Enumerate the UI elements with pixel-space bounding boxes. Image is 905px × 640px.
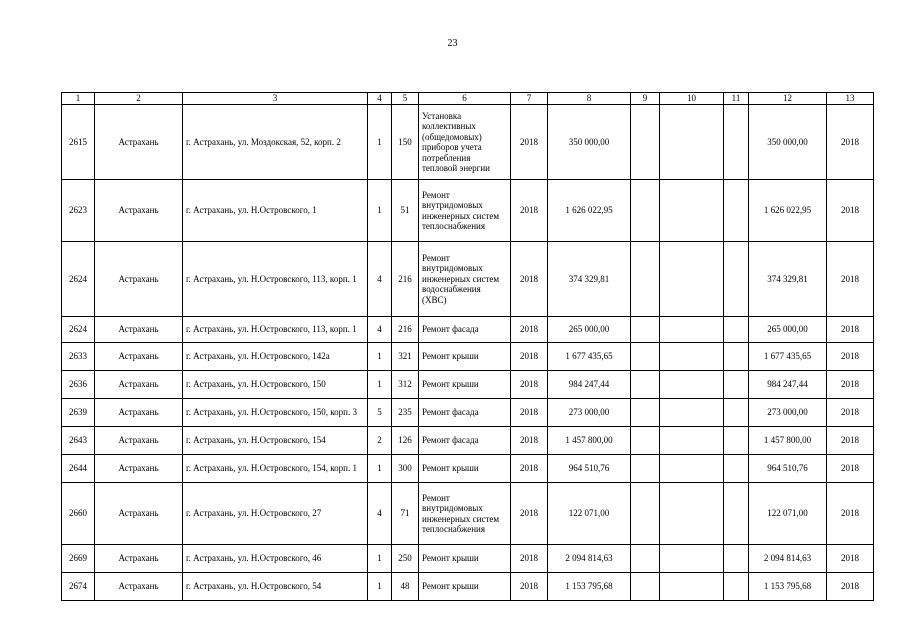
column-4-cell: 1 bbox=[368, 455, 392, 483]
total-amount-cell: 1 153 795,68 bbox=[749, 573, 827, 601]
column-header: 9 bbox=[631, 93, 660, 105]
column-9-cell bbox=[631, 483, 660, 545]
row-number-cell: 2660 bbox=[62, 483, 95, 545]
table-row bbox=[62, 399, 874, 427]
column-5-cell: 300 bbox=[392, 455, 419, 483]
column-10-cell bbox=[660, 545, 724, 573]
address-cell: г. Астрахань, ул. Н.Островского, 46 bbox=[183, 545, 368, 573]
amount-cell: 265 000,00 bbox=[548, 317, 631, 343]
total-amount-cell: 1 677 435,65 bbox=[749, 343, 827, 371]
column-5-cell: 250 bbox=[392, 545, 419, 573]
column-11-cell bbox=[724, 455, 749, 483]
end-year-cell: 2018 bbox=[827, 371, 874, 399]
column-10-cell bbox=[660, 427, 724, 455]
table-row bbox=[62, 371, 874, 399]
total-amount-cell: 265 000,00 bbox=[749, 317, 827, 343]
total-amount-cell: 273 000,00 bbox=[749, 399, 827, 427]
column-9-cell bbox=[631, 180, 660, 242]
address-cell: г. Астрахань, ул. Н.Островского, 54 bbox=[183, 573, 368, 601]
address-cell: г. Астрахань, ул. Н.Островского, 150, корп. 3 bbox=[183, 399, 368, 427]
total-amount-cell: 964 510,76 bbox=[749, 455, 827, 483]
amount-cell: 2 094 814,63 bbox=[548, 545, 631, 573]
column-5-cell: 216 bbox=[392, 317, 419, 343]
address-cell: г. Астрахань, ул. Н.Островского, 150 bbox=[183, 371, 368, 399]
column-4-cell: 1 bbox=[368, 573, 392, 601]
column-10-cell bbox=[660, 399, 724, 427]
end-year-cell: 2018 bbox=[827, 427, 874, 455]
column-11-cell bbox=[724, 105, 749, 180]
end-year-cell: 2018 bbox=[827, 545, 874, 573]
year-cell: 2018 bbox=[511, 371, 548, 399]
year-cell: 2018 bbox=[511, 399, 548, 427]
work-type-cell: Ремонт фасада bbox=[419, 317, 511, 343]
amount-cell: 964 510,76 bbox=[548, 455, 631, 483]
work-type-cell: Ремонт крыши bbox=[419, 573, 511, 601]
column-11-cell bbox=[724, 573, 749, 601]
column-11-cell bbox=[724, 317, 749, 343]
address-cell: г. Астрахань, ул. Н.Островского, 142а bbox=[183, 343, 368, 371]
column-10-cell bbox=[660, 343, 724, 371]
amount-cell: 350 000,00 bbox=[548, 105, 631, 180]
work-type-cell: Ремонт внутридомовых инженерных систем теплоснабжения bbox=[419, 483, 511, 545]
column-4-cell: 4 bbox=[368, 317, 392, 343]
table-row bbox=[62, 545, 874, 573]
end-year-cell: 2018 bbox=[827, 483, 874, 545]
column-4-cell: 2 bbox=[368, 427, 392, 455]
header-row bbox=[62, 93, 874, 105]
address-cell: г. Астрахань, ул. Н.Островского, 113, корп. 1 bbox=[183, 317, 368, 343]
end-year-cell: 2018 bbox=[827, 180, 874, 242]
column-9-cell bbox=[631, 371, 660, 399]
city-cell: Астрахань bbox=[95, 573, 183, 601]
column-11-cell bbox=[724, 399, 749, 427]
column-5-cell: 312 bbox=[392, 371, 419, 399]
column-header: 6 bbox=[419, 93, 511, 105]
table-row bbox=[62, 573, 874, 601]
address-cell: г. Астрахань, ул. Н.Островского, 154 bbox=[183, 427, 368, 455]
column-9-cell bbox=[631, 242, 660, 317]
city-cell: Астрахань bbox=[95, 545, 183, 573]
page-number: 23 bbox=[447, 38, 458, 49]
year-cell: 2018 bbox=[511, 427, 548, 455]
total-amount-cell: 2 094 814,63 bbox=[749, 545, 827, 573]
column-4-cell: 1 bbox=[368, 371, 392, 399]
column-10-cell bbox=[660, 483, 724, 545]
column-9-cell bbox=[631, 317, 660, 343]
column-header: 13 bbox=[827, 93, 874, 105]
year-cell: 2018 bbox=[511, 455, 548, 483]
amount-cell: 122 071,00 bbox=[548, 483, 631, 545]
end-year-cell: 2018 bbox=[827, 343, 874, 371]
column-11-cell bbox=[724, 483, 749, 545]
address-cell: г. Астрахань, ул. Н.Островского, 113, корп. 1 bbox=[183, 242, 368, 317]
city-cell: Астрахань bbox=[95, 242, 183, 317]
city-cell: Астрахань bbox=[95, 105, 183, 180]
year-cell: 2018 bbox=[511, 105, 548, 180]
amount-cell: 374 329,81 bbox=[548, 242, 631, 317]
column-11-cell bbox=[724, 427, 749, 455]
amount-cell: 1 626 022,95 bbox=[548, 180, 631, 242]
city-cell: Астрахань bbox=[95, 180, 183, 242]
column-11-cell bbox=[724, 242, 749, 317]
address-cell: г. Астрахань, ул. Моздокская, 52, корп. 2 bbox=[183, 105, 368, 180]
table-row bbox=[62, 483, 874, 545]
column-5-cell: 51 bbox=[392, 180, 419, 242]
column-header: 7 bbox=[511, 93, 548, 105]
city-cell: Астрахань bbox=[95, 343, 183, 371]
column-header: 5 bbox=[392, 93, 419, 105]
work-type-cell: Ремонт крыши bbox=[419, 545, 511, 573]
row-number-cell: 2615 bbox=[62, 105, 95, 180]
column-9-cell bbox=[631, 427, 660, 455]
column-9-cell bbox=[631, 399, 660, 427]
end-year-cell: 2018 bbox=[827, 242, 874, 317]
column-11-cell bbox=[724, 371, 749, 399]
year-cell: 2018 bbox=[511, 573, 548, 601]
column-10-cell bbox=[660, 573, 724, 601]
column-10-cell bbox=[660, 371, 724, 399]
column-10-cell bbox=[660, 242, 724, 317]
city-cell: Астрахань bbox=[95, 371, 183, 399]
year-cell: 2018 bbox=[511, 317, 548, 343]
column-10-cell bbox=[660, 180, 724, 242]
row-number-cell: 2624 bbox=[62, 242, 95, 317]
amount-cell: 984 247,44 bbox=[548, 371, 631, 399]
column-4-cell: 1 bbox=[368, 180, 392, 242]
column-5-cell: 126 bbox=[392, 427, 419, 455]
column-10-cell bbox=[660, 317, 724, 343]
amount-cell: 1 153 795,68 bbox=[548, 573, 631, 601]
city-cell: Астрахань bbox=[95, 483, 183, 545]
amount-cell: 1 677 435,65 bbox=[548, 343, 631, 371]
total-amount-cell: 984 247,44 bbox=[749, 371, 827, 399]
column-9-cell bbox=[631, 545, 660, 573]
table-row bbox=[62, 427, 874, 455]
table-row bbox=[62, 105, 874, 180]
column-9-cell bbox=[631, 343, 660, 371]
row-number-cell: 2674 bbox=[62, 573, 95, 601]
end-year-cell: 2018 bbox=[827, 399, 874, 427]
column-4-cell: 1 bbox=[368, 545, 392, 573]
column-4-cell: 1 bbox=[368, 343, 392, 371]
column-11-cell bbox=[724, 545, 749, 573]
column-9-cell bbox=[631, 573, 660, 601]
address-cell: г. Астрахань, ул. Н.Островского, 27 bbox=[183, 483, 368, 545]
column-5-cell: 71 bbox=[392, 483, 419, 545]
column-5-cell: 150 bbox=[392, 105, 419, 180]
total-amount-cell: 350 000,00 bbox=[749, 105, 827, 180]
table-row bbox=[62, 242, 874, 317]
column-5-cell: 321 bbox=[392, 343, 419, 371]
column-10-cell bbox=[660, 105, 724, 180]
column-5-cell: 235 bbox=[392, 399, 419, 427]
work-type-cell: Установка коллективных (общедомовых) приборов учета потребления тепловой энергии bbox=[419, 105, 511, 180]
total-amount-cell: 1 457 800,00 bbox=[749, 427, 827, 455]
city-cell: Астрахань bbox=[95, 317, 183, 343]
year-cell: 2018 bbox=[511, 483, 548, 545]
work-type-cell: Ремонт крыши bbox=[419, 371, 511, 399]
work-type-cell: Ремонт крыши bbox=[419, 343, 511, 371]
year-cell: 2018 bbox=[511, 180, 548, 242]
column-4-cell: 4 bbox=[368, 483, 392, 545]
end-year-cell: 2018 bbox=[827, 455, 874, 483]
row-number-cell: 2644 bbox=[62, 455, 95, 483]
table-row bbox=[62, 317, 874, 343]
end-year-cell: 2018 bbox=[827, 317, 874, 343]
year-cell: 2018 bbox=[511, 343, 548, 371]
column-5-cell: 216 bbox=[392, 242, 419, 317]
work-type-cell: Ремонт фасада bbox=[419, 427, 511, 455]
column-11-cell bbox=[724, 180, 749, 242]
year-cell: 2018 bbox=[511, 545, 548, 573]
row-number-cell: 2669 bbox=[62, 545, 95, 573]
column-header: 10 bbox=[660, 93, 724, 105]
row-number-cell: 2633 bbox=[62, 343, 95, 371]
registry-table bbox=[61, 92, 874, 601]
column-10-cell bbox=[660, 455, 724, 483]
row-number-cell: 2643 bbox=[62, 427, 95, 455]
amount-cell: 273 000,00 bbox=[548, 399, 631, 427]
column-header: 11 bbox=[724, 93, 749, 105]
table-row bbox=[62, 455, 874, 483]
column-header: 1 bbox=[62, 93, 95, 105]
year-cell: 2018 bbox=[511, 242, 548, 317]
row-number-cell: 2623 bbox=[62, 180, 95, 242]
column-header: 3 bbox=[183, 93, 368, 105]
work-type-cell: Ремонт внутридомовых инженерных систем теплоснабжения bbox=[419, 180, 511, 242]
total-amount-cell: 122 071,00 bbox=[749, 483, 827, 545]
city-cell: Астрахань bbox=[95, 399, 183, 427]
column-9-cell bbox=[631, 105, 660, 180]
column-header: 2 bbox=[95, 93, 183, 105]
work-type-cell: Ремонт крыши bbox=[419, 455, 511, 483]
table-row bbox=[62, 180, 874, 242]
column-header: 4 bbox=[368, 93, 392, 105]
city-cell: Астрахань bbox=[95, 455, 183, 483]
amount-cell: 1 457 800,00 bbox=[548, 427, 631, 455]
row-number-cell: 2624 bbox=[62, 317, 95, 343]
row-number-cell: 2639 bbox=[62, 399, 95, 427]
city-cell: Астрахань bbox=[95, 427, 183, 455]
column-4-cell: 1 bbox=[368, 105, 392, 180]
column-4-cell: 5 bbox=[368, 399, 392, 427]
end-year-cell: 2018 bbox=[827, 573, 874, 601]
address-cell: г. Астрахань, ул. Н.Островского, 1 bbox=[183, 180, 368, 242]
work-type-cell: Ремонт фасада bbox=[419, 399, 511, 427]
column-header: 12 bbox=[749, 93, 827, 105]
column-5-cell: 48 bbox=[392, 573, 419, 601]
end-year-cell: 2018 bbox=[827, 105, 874, 180]
column-11-cell bbox=[724, 343, 749, 371]
column-4-cell: 4 bbox=[368, 242, 392, 317]
column-9-cell bbox=[631, 455, 660, 483]
address-cell: г. Астрахань, ул. Н.Островского, 154, корп. 1 bbox=[183, 455, 368, 483]
total-amount-cell: 1 626 022,95 bbox=[749, 180, 827, 242]
row-number-cell: 2636 bbox=[62, 371, 95, 399]
work-type-cell: Ремонт внутридомовых инженерных систем водоснабжения (ХВС) bbox=[419, 242, 511, 317]
column-header: 8 bbox=[548, 93, 631, 105]
total-amount-cell: 374 329,81 bbox=[749, 242, 827, 317]
table-row bbox=[62, 343, 874, 371]
